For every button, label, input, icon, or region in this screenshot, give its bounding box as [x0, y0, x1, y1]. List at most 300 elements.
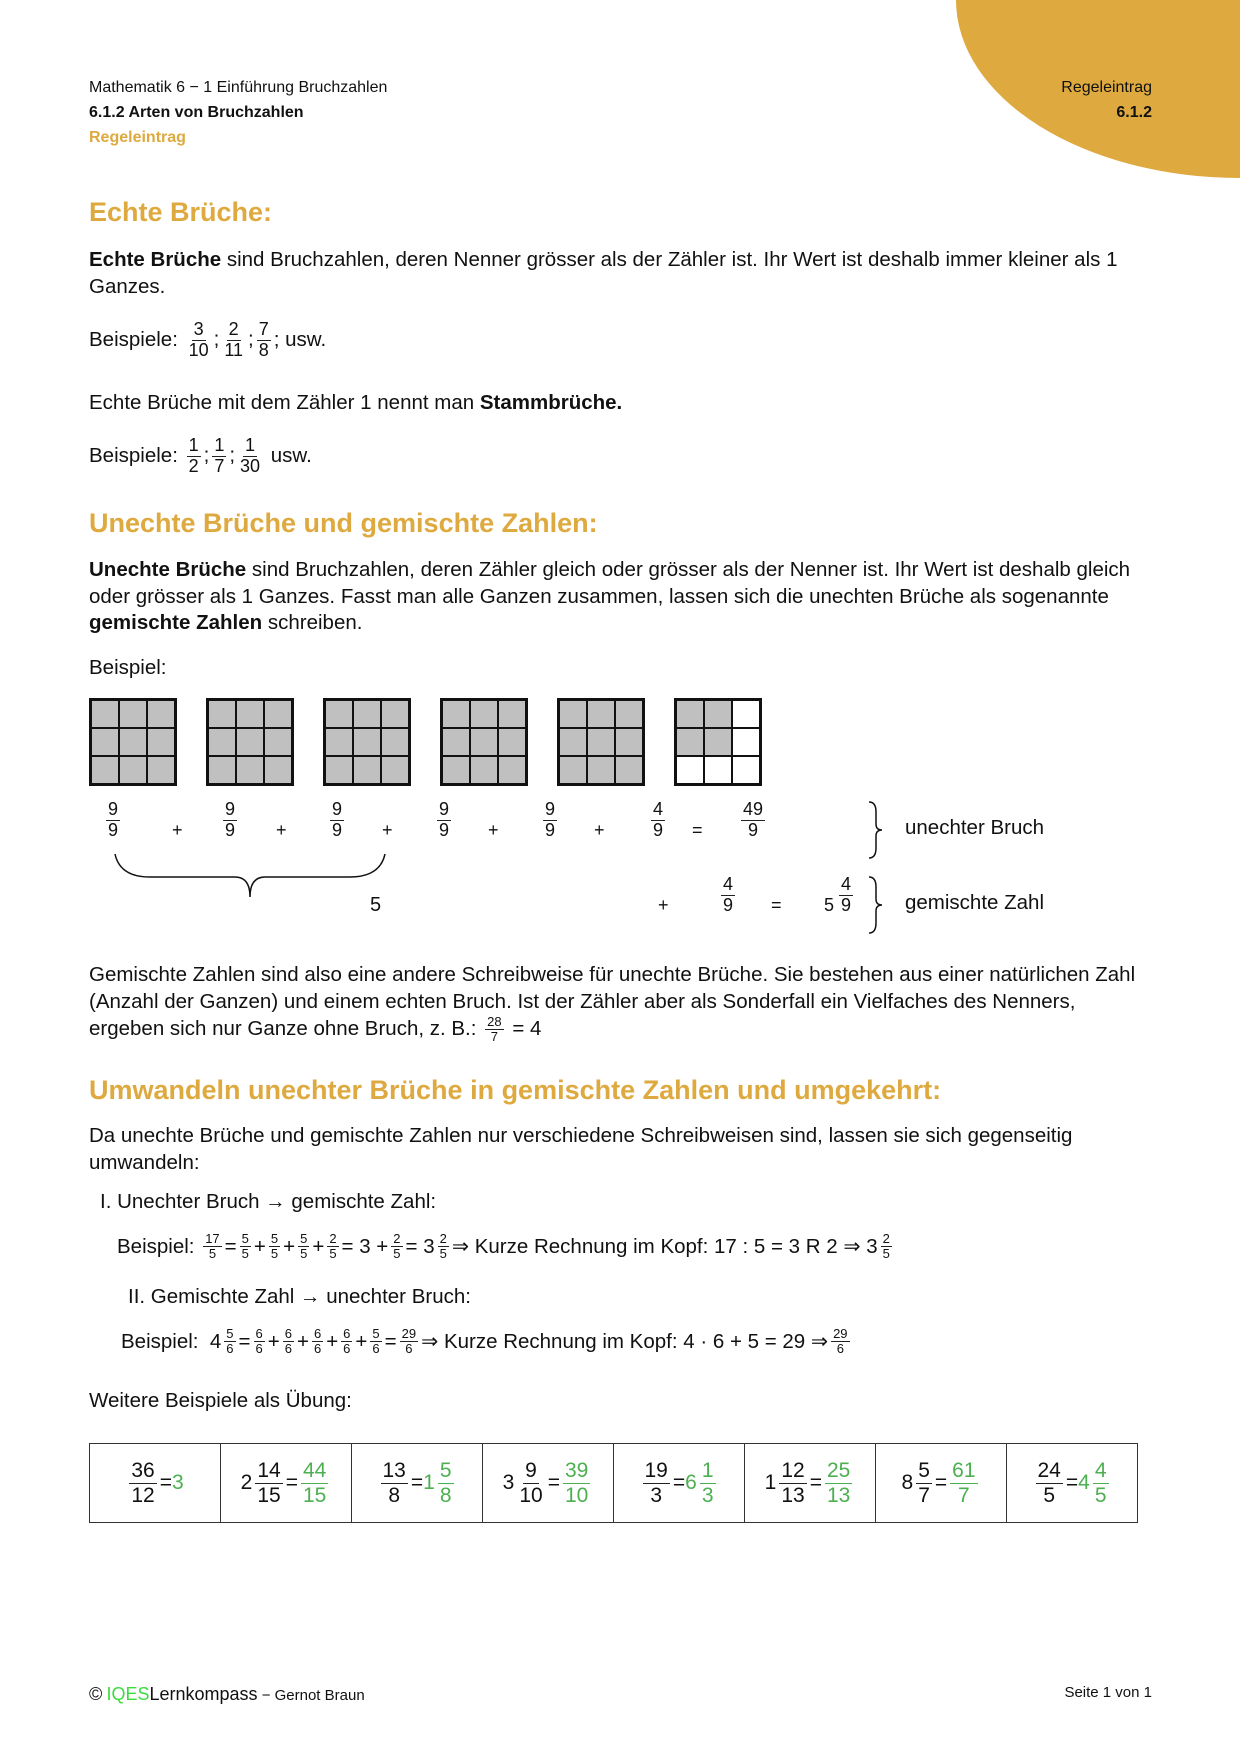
unechte-definition: [89, 557, 1149, 637]
filled-cell: [208, 700, 236, 728]
answer-whole: 4: [1078, 1471, 1090, 1494]
denominator: 8: [439, 1483, 452, 1507]
denominator: 13: [826, 1483, 851, 1507]
denominator: 5: [241, 1246, 249, 1262]
course-title: Mathematik 6 − 1 Einführung Bruchzahlen: [89, 79, 388, 96]
fraction: [563, 1459, 590, 1506]
filled-cell: [704, 700, 732, 728]
header-right: [1061, 75, 1152, 125]
operator: = 3 +: [341, 1234, 389, 1258]
fraction-grid: [557, 698, 645, 786]
numerator: 9: [439, 799, 450, 819]
denominator: 12: [131, 1483, 155, 1507]
fraction: [839, 875, 853, 916]
filled-cell: [236, 756, 264, 784]
fraction-grid: [440, 698, 528, 786]
fraction-grid: [323, 698, 411, 786]
fraction: [129, 1459, 156, 1506]
equals-sign: =: [547, 1471, 560, 1494]
fraction: [187, 320, 211, 361]
filled-cell: [615, 728, 643, 756]
fraction-list: [184, 320, 274, 361]
equals-sign: =: [771, 895, 782, 915]
result: = 4: [512, 1017, 542, 1041]
text: sind Bruchzahlen, deren Zähler gleich oder grösser als der Nenner ist. Ihr Wert ist deshalb gleich oder grösser als 1 Ganzes. Fasst man alle Ganzen zusammen, lassen sich die unechten Brüche als sogenannte: [89, 558, 1131, 608]
filled-cell: [236, 728, 264, 756]
denominator: 10: [519, 1483, 543, 1507]
fraction: [203, 1232, 221, 1262]
whole: 2: [240, 1471, 253, 1494]
equals-sign: =: [1065, 1471, 1079, 1494]
text: Echte Brüche mit dem Zähler 1 nennt man: [89, 391, 480, 414]
fraction: [831, 1327, 849, 1357]
operator: =: [224, 1234, 237, 1258]
filled-cell: [470, 756, 498, 784]
text: schreiben.: [262, 611, 363, 634]
term: gemischte Zahlen: [89, 611, 263, 634]
equation-row-improper: [0, 800, 1240, 860]
mental-calc: ⇒ Kurze Rechnung im Kopf: 4 · 6 + 5 = 29 ⇒: [421, 1330, 829, 1354]
filled-cell: [381, 700, 409, 728]
numerator: 9: [225, 799, 236, 819]
fraction: [370, 1327, 381, 1357]
fraction: [212, 436, 226, 477]
summary-text: [89, 962, 1149, 1045]
numerator: 29: [401, 1326, 417, 1341]
filled-cell: [119, 700, 147, 728]
whole: 3: [502, 1471, 515, 1494]
fraction: [741, 800, 765, 841]
numerator: 5: [439, 1459, 452, 1483]
numerator: 2: [393, 1231, 401, 1246]
empty-cell: [732, 756, 760, 784]
denominator: 5: [270, 1246, 279, 1262]
echte-definition: [89, 247, 1149, 300]
answer-whole: 6: [685, 1471, 697, 1494]
numerator: 5: [372, 1326, 380, 1341]
numerator: 6: [343, 1326, 351, 1341]
right-brace-2: [866, 875, 886, 935]
label: Beispiele:: [89, 444, 178, 468]
operator: +: [326, 1329, 339, 1353]
denominator: 5: [329, 1246, 337, 1262]
suffix: usw.: [270, 444, 312, 468]
fraction: [224, 1327, 235, 1357]
numerator: 24: [1037, 1459, 1061, 1483]
filled-cell: [559, 728, 587, 756]
fraction: [400, 1327, 418, 1357]
filled-cell: [498, 700, 526, 728]
filled-cell: [381, 756, 409, 784]
label-improper: unechter Bruch: [905, 816, 1045, 839]
heading-echte: Echte Brüche:: [89, 197, 273, 227]
separator: ;: [248, 327, 254, 351]
fraction: [222, 320, 245, 361]
filled-cell: [676, 728, 704, 756]
numerator: 4: [1094, 1459, 1107, 1483]
doc-type: Regeleintrag: [89, 129, 186, 146]
fraction: [721, 875, 735, 916]
fraction: [257, 320, 271, 361]
denominator: 7: [214, 455, 225, 476]
denominator: 5: [300, 1246, 308, 1262]
numerator: 4: [723, 874, 734, 894]
denominator: 6: [313, 1341, 322, 1357]
table-row: [90, 1444, 1138, 1523]
denominator: 9: [332, 819, 343, 840]
author: − Gernot Braun: [261, 1687, 365, 1704]
filled-cell: [147, 700, 175, 728]
numerator: 1: [701, 1459, 714, 1483]
filled-cell: [353, 700, 381, 728]
fraction: [825, 1459, 852, 1506]
denominator: 5: [1094, 1483, 1107, 1507]
fraction: [916, 1459, 932, 1506]
numerator: 6: [255, 1326, 263, 1341]
stamm-examples: [89, 436, 312, 477]
fraction: [700, 1459, 716, 1506]
exercises-label: Weitere Beispiele als Übung:: [89, 1389, 352, 1412]
operator: =: [238, 1329, 251, 1353]
brand-lernkompass: Lernkompass: [149, 1684, 258, 1704]
operator: +: [296, 1329, 309, 1353]
denominator: 5: [393, 1246, 401, 1262]
equals-sign: =: [285, 1471, 298, 1494]
numerator: 2: [439, 1231, 447, 1246]
empty-cell: [676, 756, 704, 784]
denominator: 6: [372, 1341, 380, 1357]
filled-cell: [676, 700, 704, 728]
numerator: 4: [653, 799, 664, 819]
filled-cell: [264, 756, 292, 784]
fraction: [298, 1232, 309, 1262]
label-mixed: gemischte Zahl: [905, 891, 1045, 914]
numerator: 5: [918, 1459, 930, 1483]
text: 4: [198, 1329, 222, 1353]
section-title: 6.1.2 Arten von Bruchzahlen: [89, 104, 304, 121]
numerator: 2: [329, 1231, 337, 1246]
numerator: 13: [382, 1459, 406, 1483]
operator: =: [384, 1329, 397, 1353]
denominator: 10: [188, 339, 209, 360]
operator: +: [355, 1329, 368, 1353]
plus-sign: +: [382, 820, 393, 840]
filled-cell: [442, 700, 470, 728]
separator: ;: [203, 443, 210, 467]
filled-cell: [91, 756, 119, 784]
filled-cell: [264, 728, 292, 756]
filled-cell: [325, 700, 353, 728]
exercise-cell: [352, 1444, 483, 1523]
label: Beispiel:: [121, 1329, 199, 1353]
umwandeln-intro: Da unechte Brüche und gemischte Zahlen nur verschiedene Schreibweisen sind, lassen sie sich gegenseitig umwandeln:: [89, 1124, 1073, 1174]
beispiel-label: Beispiel:: [89, 656, 167, 679]
denominator: 9: [439, 819, 450, 840]
text: Gemischte Zahlen sind also eine andere Schreibweise für unechte Brüche. Sie bestehen aus einer natürlichen Zahl (Anzahl der Ganzen) und einem echten Bruch. Ist der Zähler aber als Sonderfall ein Vielfaches des Nenners, ergeben sich nur Ganze ohne Bruch, z. B.:: [89, 963, 1136, 1041]
numerator: 1: [214, 435, 225, 455]
whole-count: 5: [370, 894, 382, 916]
denominator: 5: [208, 1246, 217, 1262]
denominator: 8: [258, 339, 269, 360]
fraction-grid: [206, 698, 294, 786]
exercise-cell: [876, 1444, 1007, 1523]
heading-umwandeln: Umwandeln unechter Brüche in gemischte Zahlen und umgekehrt:: [89, 1075, 942, 1105]
operator: = 3: [405, 1234, 435, 1258]
filled-cell: [208, 728, 236, 756]
operator: +: [267, 1329, 280, 1353]
heading-unechte: Unechte Brüche und gemischte Zahlen:: [89, 508, 598, 538]
fraction: [283, 1327, 294, 1357]
denominator: 15: [257, 1483, 281, 1507]
filled-cell: [119, 756, 147, 784]
filled-cell: [559, 756, 587, 784]
fraction: [438, 1459, 454, 1506]
filled-cell: [470, 700, 498, 728]
fraction-grid: [674, 698, 762, 786]
filled-cell: [325, 728, 353, 756]
denominator: 13: [781, 1483, 805, 1507]
numerator: 5: [300, 1231, 308, 1246]
plus-sign: +: [488, 820, 499, 840]
numerator: 1: [245, 435, 256, 455]
denominator: 15: [302, 1483, 327, 1507]
denominator: 5: [439, 1246, 447, 1262]
numerator: 44: [302, 1459, 327, 1483]
case1-title: I. Unechter Bruch → gemischte Zahl:: [100, 1190, 437, 1213]
plus-sign: +: [594, 820, 605, 840]
term: Stammbrüche.: [479, 391, 623, 414]
filled-cell: [587, 756, 615, 784]
stamm-text: [89, 390, 1149, 417]
denominator: 2: [188, 455, 199, 476]
term: Unechte Brüche: [89, 558, 247, 581]
operator: +: [253, 1234, 266, 1258]
text: [195, 1235, 201, 1259]
fraction: [269, 1232, 280, 1262]
operator: +: [283, 1234, 296, 1258]
denominator: 9: [748, 819, 759, 840]
filled-cell: [353, 728, 381, 756]
exercise-table: [89, 1443, 1138, 1523]
filled-cell: [91, 728, 119, 756]
fraction: [779, 1459, 806, 1506]
filled-cell: [470, 728, 498, 756]
filled-cell: [615, 700, 643, 728]
operator: +: [312, 1234, 325, 1258]
fraction: [327, 1232, 338, 1262]
plus-sign: +: [276, 820, 287, 840]
case1-example: [117, 1232, 895, 1262]
denominator: 30: [240, 455, 261, 476]
denominator: 10: [564, 1483, 589, 1507]
separator: ;: [229, 443, 236, 467]
exercise-cell: [90, 1444, 221, 1523]
fraction: [485, 1015, 503, 1045]
fraction-grid: [89, 698, 177, 786]
underbrace: [110, 852, 390, 902]
denominator: 9: [841, 894, 852, 915]
numerator: 9: [108, 799, 119, 819]
numerator: 61: [952, 1459, 976, 1483]
label: Beispiele:: [89, 328, 178, 352]
denominator: 9: [545, 819, 556, 840]
filled-cell: [587, 728, 615, 756]
denominator: 6: [255, 1341, 263, 1357]
echte-examples: [89, 320, 326, 361]
case2-title: II. Gemischte Zahl → unechter Bruch:: [128, 1285, 471, 1308]
fraction: [254, 1327, 265, 1357]
filled-cell: [559, 700, 587, 728]
filled-cell: [147, 728, 175, 756]
denominator: 5: [882, 1246, 890, 1262]
exercise-cell: [221, 1444, 352, 1523]
label: Beispiel:: [117, 1234, 195, 1258]
denominator: 6: [405, 1341, 413, 1357]
equals-sign: =: [410, 1471, 424, 1494]
mental-calc: ⇒ Kurze Rechnung im Kopf: 17 : 5 = 3 R 2 ⇒ 3: [451, 1235, 878, 1259]
filled-cell: [442, 728, 470, 756]
numerator: 14: [257, 1459, 281, 1483]
suffix: ; usw.: [273, 328, 327, 352]
brand-iqes: IQES: [106, 1684, 150, 1704]
denominator: 6: [284, 1341, 292, 1357]
denominator: 3: [701, 1483, 714, 1507]
filled-cell: [442, 756, 470, 784]
denominator: 3: [650, 1483, 663, 1507]
section-number: 6.1.2: [1116, 104, 1152, 121]
numerator: 9: [332, 799, 343, 819]
numerator: 6: [313, 1326, 322, 1341]
numerator: 6: [284, 1326, 292, 1341]
text: sind Bruchzahlen, deren Nenner grösser als der Zähler ist. Ihr Wert ist deshalb immer kleiner als 1 Ganzes.: [89, 248, 1118, 298]
numerator: 29: [833, 1326, 848, 1341]
numerator: 12: [781, 1459, 805, 1483]
equals-sign: =: [934, 1471, 948, 1494]
fraction-grids: [89, 698, 762, 786]
fraction: [381, 1459, 408, 1506]
numerator: 28: [487, 1014, 502, 1029]
numerator: 1: [188, 435, 199, 455]
numerator: 4: [841, 874, 852, 894]
equals-sign: =: [809, 1471, 822, 1494]
fraction-list: [184, 436, 265, 477]
filled-cell: [498, 728, 526, 756]
fraction: [482, 1014, 506, 1045]
fraction: [517, 1459, 544, 1506]
filled-cell: [615, 756, 643, 784]
denominator: 6: [226, 1341, 234, 1357]
denominator: 8: [388, 1483, 401, 1507]
numerator: 9: [545, 799, 556, 819]
case2-example: [121, 1327, 853, 1357]
equals-sign: =: [672, 1471, 686, 1494]
numerator: 39: [564, 1459, 589, 1483]
term: Echte Brüche: [89, 248, 222, 271]
equals-sign: =: [692, 820, 703, 840]
fraction: [643, 1459, 670, 1506]
denominator: 9: [723, 894, 734, 915]
empty-cell: [732, 728, 760, 756]
numerator: 36: [131, 1459, 155, 1483]
denominator: 9: [225, 819, 236, 840]
denominator: 7: [957, 1483, 970, 1507]
fraction: [543, 800, 557, 841]
exercise-cell: [614, 1444, 745, 1523]
page-number: Seite 1 von 1: [1064, 1684, 1152, 1701]
plus-sign: +: [658, 895, 669, 915]
exercise-cell: [745, 1444, 876, 1523]
fraction: [106, 800, 120, 841]
plus-sign: +: [172, 820, 183, 840]
fraction: [223, 800, 237, 841]
fraction: [1036, 1459, 1063, 1506]
numerator: 7: [258, 319, 269, 339]
exercise-cell: [483, 1444, 614, 1523]
fraction: [438, 1232, 449, 1262]
numerator: 2: [228, 319, 239, 339]
numerator: 5: [270, 1231, 279, 1246]
filled-cell: [264, 700, 292, 728]
denominator: 9: [653, 819, 664, 840]
fraction: [301, 1459, 328, 1506]
exercise-cell: [1007, 1444, 1138, 1523]
fraction: [312, 1327, 323, 1357]
answer-whole: 3: [171, 1471, 184, 1494]
separator: ;: [213, 327, 220, 351]
fraction: [238, 436, 262, 477]
denominator: 9: [108, 819, 119, 840]
doc-type-right: Regeleintrag: [1061, 79, 1152, 96]
whole: 8: [901, 1471, 914, 1494]
denominator: 5: [1043, 1483, 1056, 1507]
numerator: 3: [193, 319, 204, 339]
fraction: [391, 1232, 402, 1262]
footer-left: [89, 1684, 365, 1705]
filled-cell: [704, 728, 732, 756]
filled-cell: [325, 756, 353, 784]
numerator: 49: [743, 799, 764, 819]
filled-cell: [208, 756, 236, 784]
filled-cell: [147, 756, 175, 784]
fraction: [187, 436, 201, 477]
empty-cell: [732, 700, 760, 728]
fraction: [341, 1327, 352, 1357]
denominator: 11: [224, 339, 244, 360]
filled-cell: [498, 756, 526, 784]
numerator: 9: [525, 1459, 537, 1483]
answer-whole: 1: [423, 1471, 435, 1494]
mixed-whole: 5: [824, 895, 835, 915]
fraction: [881, 1232, 892, 1262]
copyright-icon: ©: [89, 1684, 103, 1704]
filled-cell: [587, 700, 615, 728]
filled-cell: [119, 728, 147, 756]
whole: 1: [764, 1471, 777, 1494]
fraction: [255, 1459, 282, 1506]
fraction: [240, 1232, 251, 1262]
filled-cell: [381, 728, 409, 756]
right-brace-1: [866, 800, 886, 860]
numerator: 5: [241, 1231, 249, 1246]
fraction: [651, 800, 665, 841]
filled-cell: [91, 700, 119, 728]
header-left: [89, 75, 387, 150]
numerator: 17: [205, 1231, 220, 1246]
fraction: [437, 800, 451, 841]
empty-cell: [704, 756, 732, 784]
fraction: [950, 1459, 977, 1506]
numerator: 19: [644, 1459, 668, 1483]
